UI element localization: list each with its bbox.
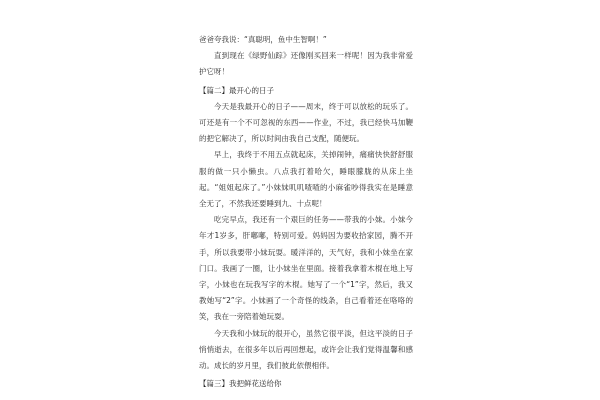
section-heading-three: 【篇三】我把鲜花送给你	[199, 379, 282, 389]
paragraph-morning: 早上，我终于不用五点就起床，关掉闹钟，痛痛快快舒舒服服的做一只小懒虫。八点我打着哈欠，睡眼朦胧的从床上坐起。“姐姐起床了。”小妹妹叽叽喳喳的小麻雀吵得我实在是睡意全无了，不然我还要睡到九、十点呢！	[199, 150, 413, 209]
paragraph-conclusion: 今天我和小妹玩的很开心，虽然它很平淡，但这平淡的日子悄悄逝去，在很多年以后再回想起，或许会让我们觉得温馨和感动。成长的岁月里，我们彼此依偎相伴。	[199, 328, 413, 371]
paragraph-book-care: 直到现在《绿野仙踪》还像刚买回来一样呢！因为我非常爱护它呀！	[199, 51, 413, 77]
paragraph-dialogue: 爸爸夸我说：“真聪明，鱼中生智啊！”	[199, 35, 327, 44]
paragraph-weekend-intro: 今天是我最开心的日子——周末，终于可以放松的玩乐了。可还是有一个不可忽视的东西——作业，不过，我已经快马加鞭的把它解决了，所以时间由我自己支配，随便玩。	[199, 101, 413, 144]
article-column	[199, 32, 413, 392]
section-heading-two: 【篇二】最开心的日子	[199, 85, 274, 95]
paragraph-little-sister: 吃完早点，我还有一个艰巨的任务——带我的小妹。小妹今年才1岁多，肝嘟嘟，特别可爱。妈妈因为要收拾家园，腾不开手，所以我要带小妹玩耍。暖洋洋的，天气好，我和小妹坐在家门口。我画了一圈，让小妹坐在里面。接着我拿着木棍在地上写字，小妹也在玩我写字的木棍。她写了一个“1”字，然后，我又教她写“2”字。小妹画了一个奇怪的线条，自己看着还在咯咯的笑，我在一旁陪着她玩耍。	[199, 215, 413, 322]
